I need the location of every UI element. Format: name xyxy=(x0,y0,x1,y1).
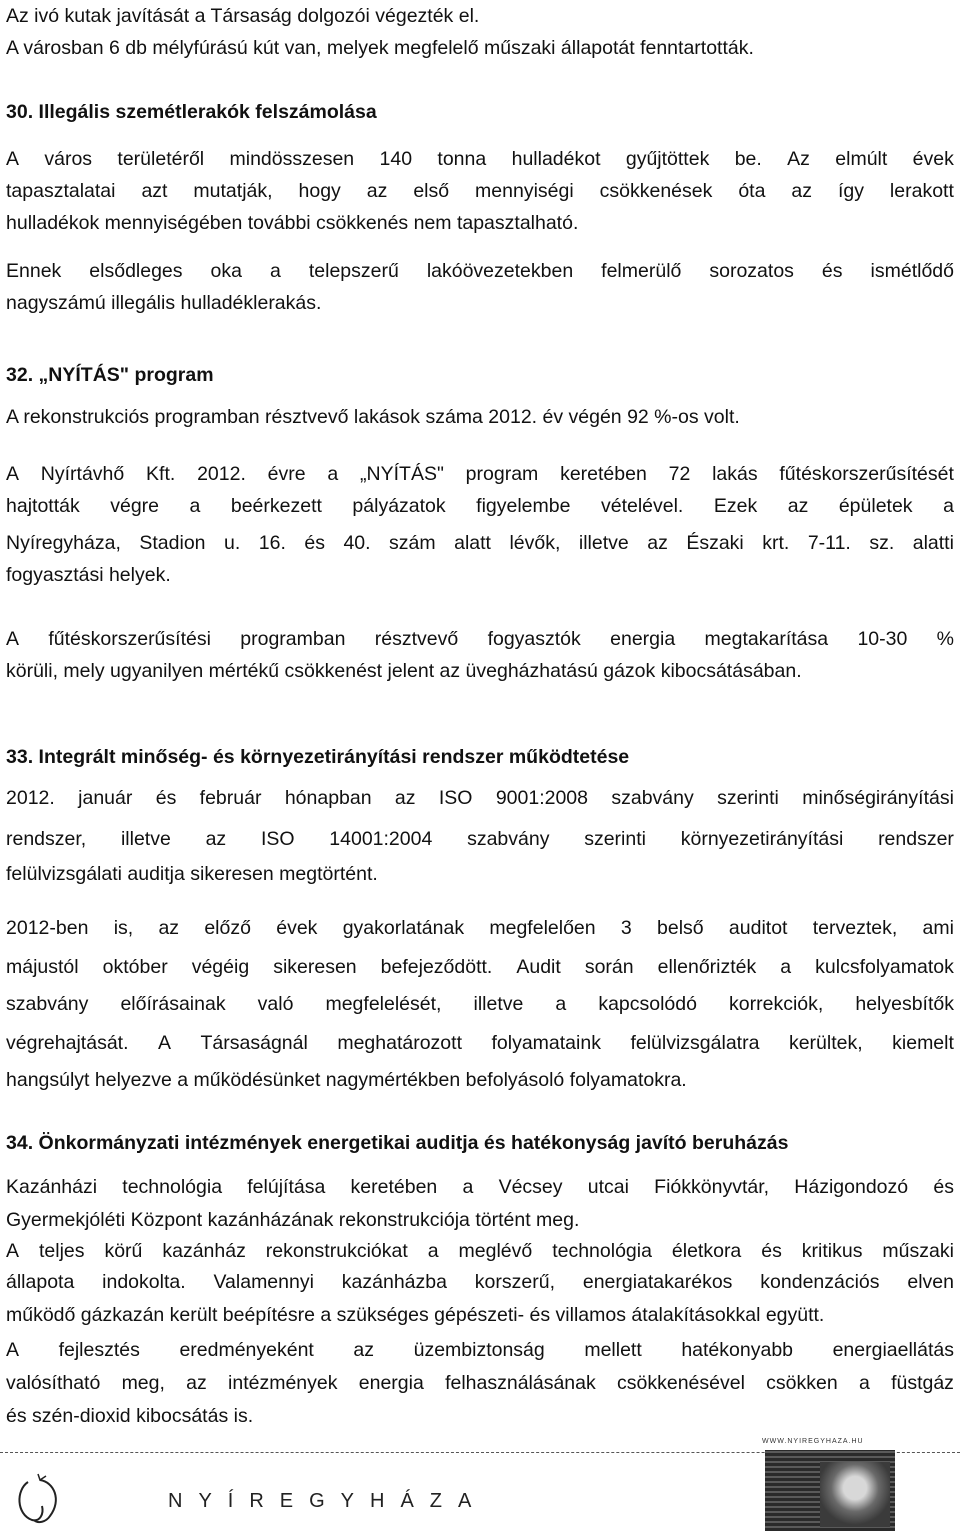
section-heading: 33. Integrált minőség- és környezetirányítási rendszer működtetése xyxy=(6,746,630,768)
city-logo-icon xyxy=(10,1470,70,1530)
paragraph-line: felülvizsgálati auditja sikeresen megtörtént. xyxy=(6,863,378,885)
footer-photo-badge xyxy=(765,1450,895,1531)
paragraph-line: működő gázkazán került beépítésre a szükséges gépészeti- és villamos átalakításokkal együtt. xyxy=(6,1304,825,1326)
paragraph-line: és szén-dioxid kibocsátás is. xyxy=(6,1405,254,1427)
paragraph-line: állapota indokolta. Valamennyi kazánházba korszerű, energiatakarékos kondenzációs elven xyxy=(6,1271,954,1293)
paragraph-line: valósítható meg, az intézmények energia felhasználásának csökkenésével csökken a füstgáz xyxy=(6,1372,954,1394)
paragraph-line: 2012-ben is, az előző évek gyakorlatának megfelelően 3 belső auditot terveztek, ami xyxy=(6,917,954,939)
paragraph-line: Kazánházi technológia felújítása keretében a Vécsey utcai Fiókkönyvtár, Házigondozó és xyxy=(6,1176,954,1198)
section-heading: 32. „NYÍTÁS" program xyxy=(6,364,214,386)
paragraph-line: Gyermekjóléti Központ kazánházának rekonstrukciója történt meg. xyxy=(6,1209,580,1231)
paragraph-line: A városban 6 db mélyfúrású kút van, melyek megfelelő műszaki állapotát fenntartották. xyxy=(6,37,754,59)
paragraph-line: tapasztalatai azt mutatják, hogy az első mennyiségi csökkenések óta az így lerakott xyxy=(6,180,954,202)
paragraph-line: Az ivó kutak javítását a Társaság dolgozói végezték el. xyxy=(6,5,480,27)
footer-brand: NYÍREGYHÁZA xyxy=(168,1490,488,1512)
paragraph-line: hangsúlyt helyezve a működésünket nagymértékben befolyásoló folyamatokra. xyxy=(6,1069,687,1091)
paragraph-line: fogyasztási helyek. xyxy=(6,564,171,586)
paragraph-line: A fűtéskorszerűsítési programban résztvevő fogyasztók energia megtakarítása 10-30 % xyxy=(6,628,954,650)
paragraph-line: nagyszámú illegális hulladéklerakás. xyxy=(6,292,322,314)
paragraph-line: A Nyírtávhő Kft. 2012. évre a „NYÍTÁS" program keretében 72 lakás fűtéskorszerűsítését xyxy=(6,463,954,485)
paragraph-line: 2012. január és február hónapban az ISO 9001:2008 szabvány szerinti minőségirányítási xyxy=(6,787,954,809)
paragraph-line: Nyíregyháza, Stadion u. 16. és 40. szám alatt lévők, illetve az Északi krt. 7-11. sz. alatti xyxy=(6,532,954,554)
footer-url: WWW.NYIREGYHAZA.HU xyxy=(762,1438,864,1445)
paragraph-line: körüli, mely ugyanilyen mértékű csökkenést jelent az üvegházhatású gázok kibocsátásában. xyxy=(6,660,802,682)
paragraph-line: szabvány előírásainak való megfelelését, illetve a kapcsolódó korrekciók, helyesbítők xyxy=(6,993,954,1015)
paragraph-line: A város területéről mindösszesen 140 tonna hulladékot gyűjtöttek be. Az elmúlt évek xyxy=(6,148,954,170)
paragraph-line: A teljes körű kazánház rekonstrukciókat a meglévő technológia életkora és kritikus műszaki xyxy=(6,1240,954,1262)
paragraph-line: hulladékok mennyiségében további csökkenés nem tapasztalható. xyxy=(6,212,579,234)
badge-image xyxy=(820,1462,890,1527)
section-heading: 30. Illegális szemétlerakók felszámolása xyxy=(6,101,377,123)
paragraph-line: A fejlesztés eredményeként az üzembiztonság mellett hatékonyabb energiaellátás xyxy=(6,1339,954,1361)
paragraph-line: rendszer, illetve az ISO 14001:2004 szabvány szerinti környezetirányítási rendszer xyxy=(6,828,954,850)
paragraph-line: A rekonstrukciós programban résztvevő lakások száma 2012. év végén 92 %-os volt. xyxy=(6,406,740,428)
paragraph-line: hajtották végre a beérkezett pályázatok figyelembe vételével. Ezek az épületek a xyxy=(6,495,954,517)
paragraph-line: végrehajtását. A Társaságnál meghatározott folyamataink felülvizsgálatra kerültek, kiemelt xyxy=(6,1032,954,1054)
paragraph-line: májustól október végéig sikeresen befejeződött. Audit során ellenőrizték a kulcsfolyamatok xyxy=(6,956,954,978)
paragraph-line: Ennek elsődleges oka a telepszerű lakóövezetekben felmerülő sorozatos és ismétlődő xyxy=(6,260,954,282)
section-heading: 34. Önkormányzati intézmények energetikai auditja és hatékonyság javító beruházás xyxy=(6,1132,789,1154)
